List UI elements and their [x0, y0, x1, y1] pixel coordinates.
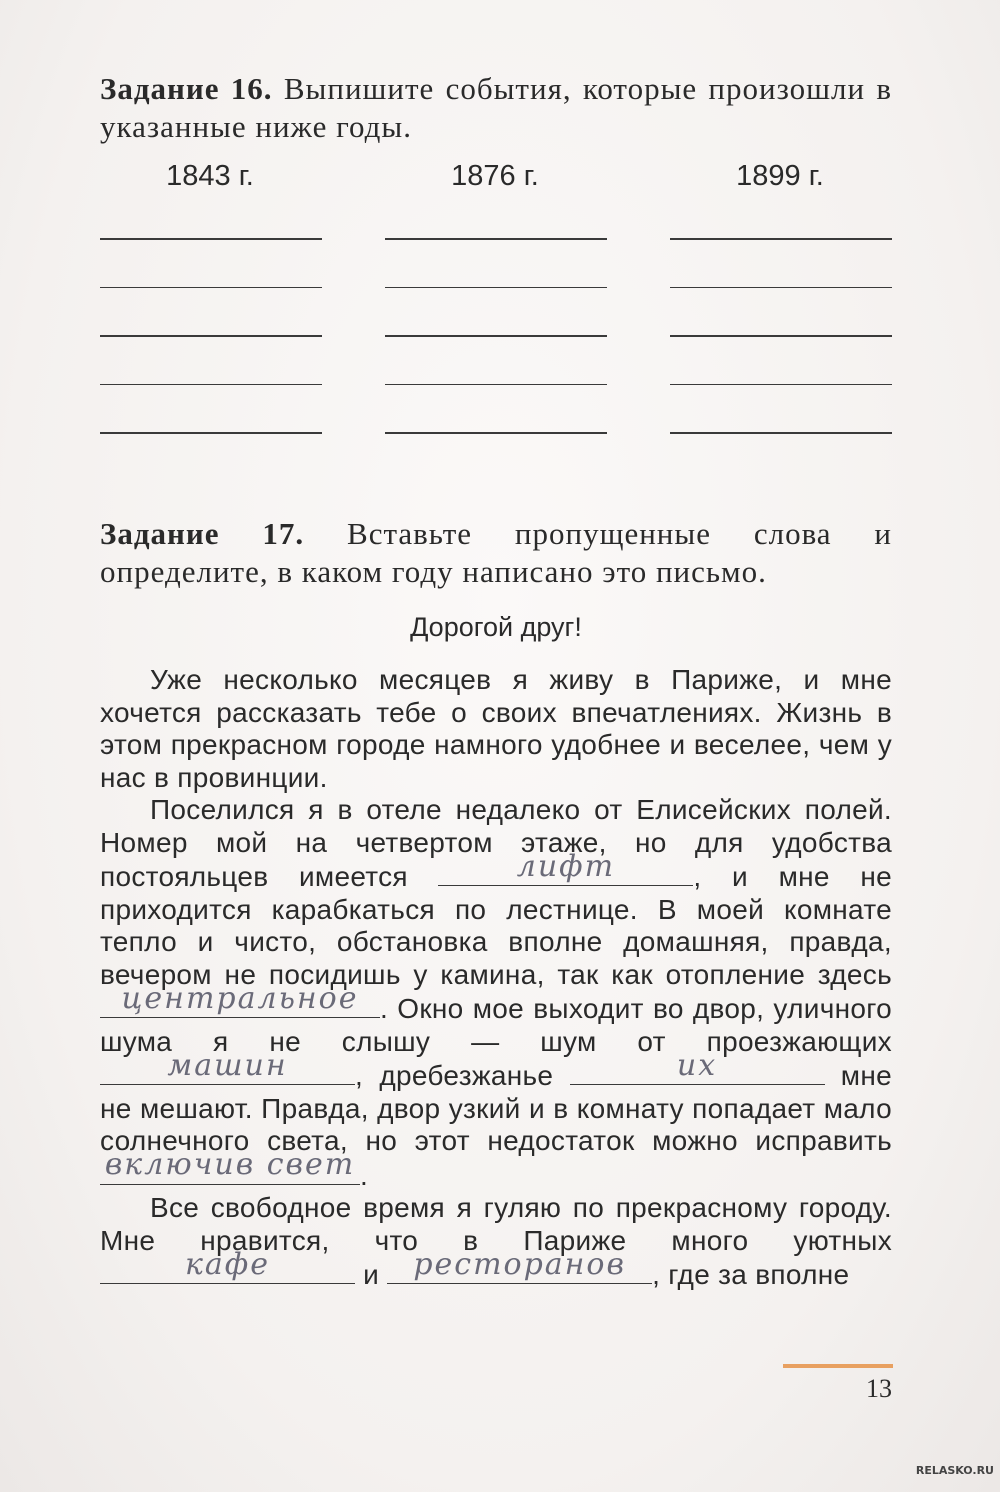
letter-body: [100, 664, 892, 1292]
letter-text: , дребезжанье: [355, 1060, 554, 1091]
answer-line[interactable]: [100, 238, 322, 240]
handwritten-answer: включив свет: [104, 1147, 356, 1182]
year-1843: 1843 г.: [166, 160, 254, 192]
handwritten-answer: машин: [167, 1047, 288, 1083]
task-16-heading: [100, 70, 892, 146]
year-1899: 1899 г.: [736, 160, 824, 192]
letter-greeting: Дорогой друг!: [410, 612, 582, 642]
answer-line[interactable]: [670, 384, 892, 386]
blank-elevator[interactable]: [438, 848, 693, 886]
answer-line[interactable]: [100, 335, 322, 337]
handwritten-answer: центральное: [121, 980, 359, 1016]
letter-text: , и мне не приходится карабкаться по лестнице. В моей комнате тепло и чисто, обстановка вполне домашняя, правда, вечером не посидишь у камина, так как отопление здесь: [100, 861, 892, 990]
letter-paragraph-1: Уже несколько месяцев я живу в Париже, и мне хочется рассказать тебе о своих впечатлениях. Жизнь в этом прекрасном городе намного удобнее и веселее, чем у нас в провинции.: [100, 664, 892, 793]
site-watermark: RELASKO.RU: [915, 1464, 994, 1477]
year-1876: 1876 г.: [451, 160, 539, 192]
years-row: [100, 160, 892, 200]
answer-line[interactable]: [385, 335, 607, 337]
blank-heating[interactable]: [100, 980, 380, 1018]
blank-their[interactable]: [570, 1047, 825, 1085]
answer-line[interactable]: [385, 384, 607, 386]
task-16-label: Задание 16.: [100, 71, 273, 106]
page-accent-rule: [783, 1364, 893, 1368]
blank-restaurants[interactable]: [387, 1246, 652, 1284]
answer-line[interactable]: [385, 238, 607, 240]
answer-line[interactable]: [670, 287, 892, 289]
handwritten-answer: лифт: [516, 848, 616, 884]
answer-line[interactable]: [670, 335, 892, 337]
letter-text: . Окно мое выходит во двор, уличного шума я не слышу — шум от проезжающих: [100, 993, 892, 1057]
letter-text: Поселился я в отеле недалеко от Елисейских полей. Номер мой на четвертом этаже, но для удобства постояльцев имеется: [100, 794, 892, 892]
answer-line[interactable]: [385, 432, 607, 434]
handwritten-answer: ресторанов: [413, 1246, 626, 1282]
answer-column-1843[interactable]: [100, 238, 322, 481]
answer-line[interactable]: [670, 238, 892, 240]
answer-line[interactable]: [670, 432, 892, 434]
answer-column-1876[interactable]: [385, 238, 607, 481]
answer-column-1899[interactable]: [670, 238, 892, 481]
letter-text: мне не мешают. Правда, двор узкий и в комнату попадает мало солнечного света, но этот недостаток можно исправить: [100, 1060, 892, 1156]
task-17-label: Задание 17.: [100, 516, 305, 551]
blank-cafe[interactable]: [100, 1246, 355, 1284]
answer-line[interactable]: [100, 384, 322, 386]
letter-paragraph-3: [100, 1192, 892, 1292]
task-17-heading: [100, 515, 892, 591]
letter-text: .: [360, 1159, 369, 1191]
task-16-text: Выпишите события, которые произошли в указанные ниже годы.: [100, 71, 893, 144]
handwritten-answer: их: [676, 1047, 718, 1083]
letter-text: и: [363, 1259, 380, 1290]
blank-vehicles[interactable]: [100, 1047, 355, 1085]
answer-line[interactable]: [100, 287, 322, 289]
handwritten-answer: кафе: [184, 1246, 271, 1282]
task-17-text: Вставьте пропущенные слова и определите, в каком году написано это письмо.: [100, 516, 893, 589]
answer-line[interactable]: [100, 432, 322, 434]
answer-line[interactable]: [385, 287, 607, 289]
blank-light[interactable]: [100, 1147, 360, 1185]
page-number: 13: [866, 1374, 892, 1403]
letter-text: Все свободное время я гуляю по прекрасному городу. Мне нравится, что в Париже много уютных: [100, 1192, 892, 1256]
letter-text: , где за вполне: [652, 1259, 850, 1290]
letter-paragraph-2: [100, 794, 892, 1192]
